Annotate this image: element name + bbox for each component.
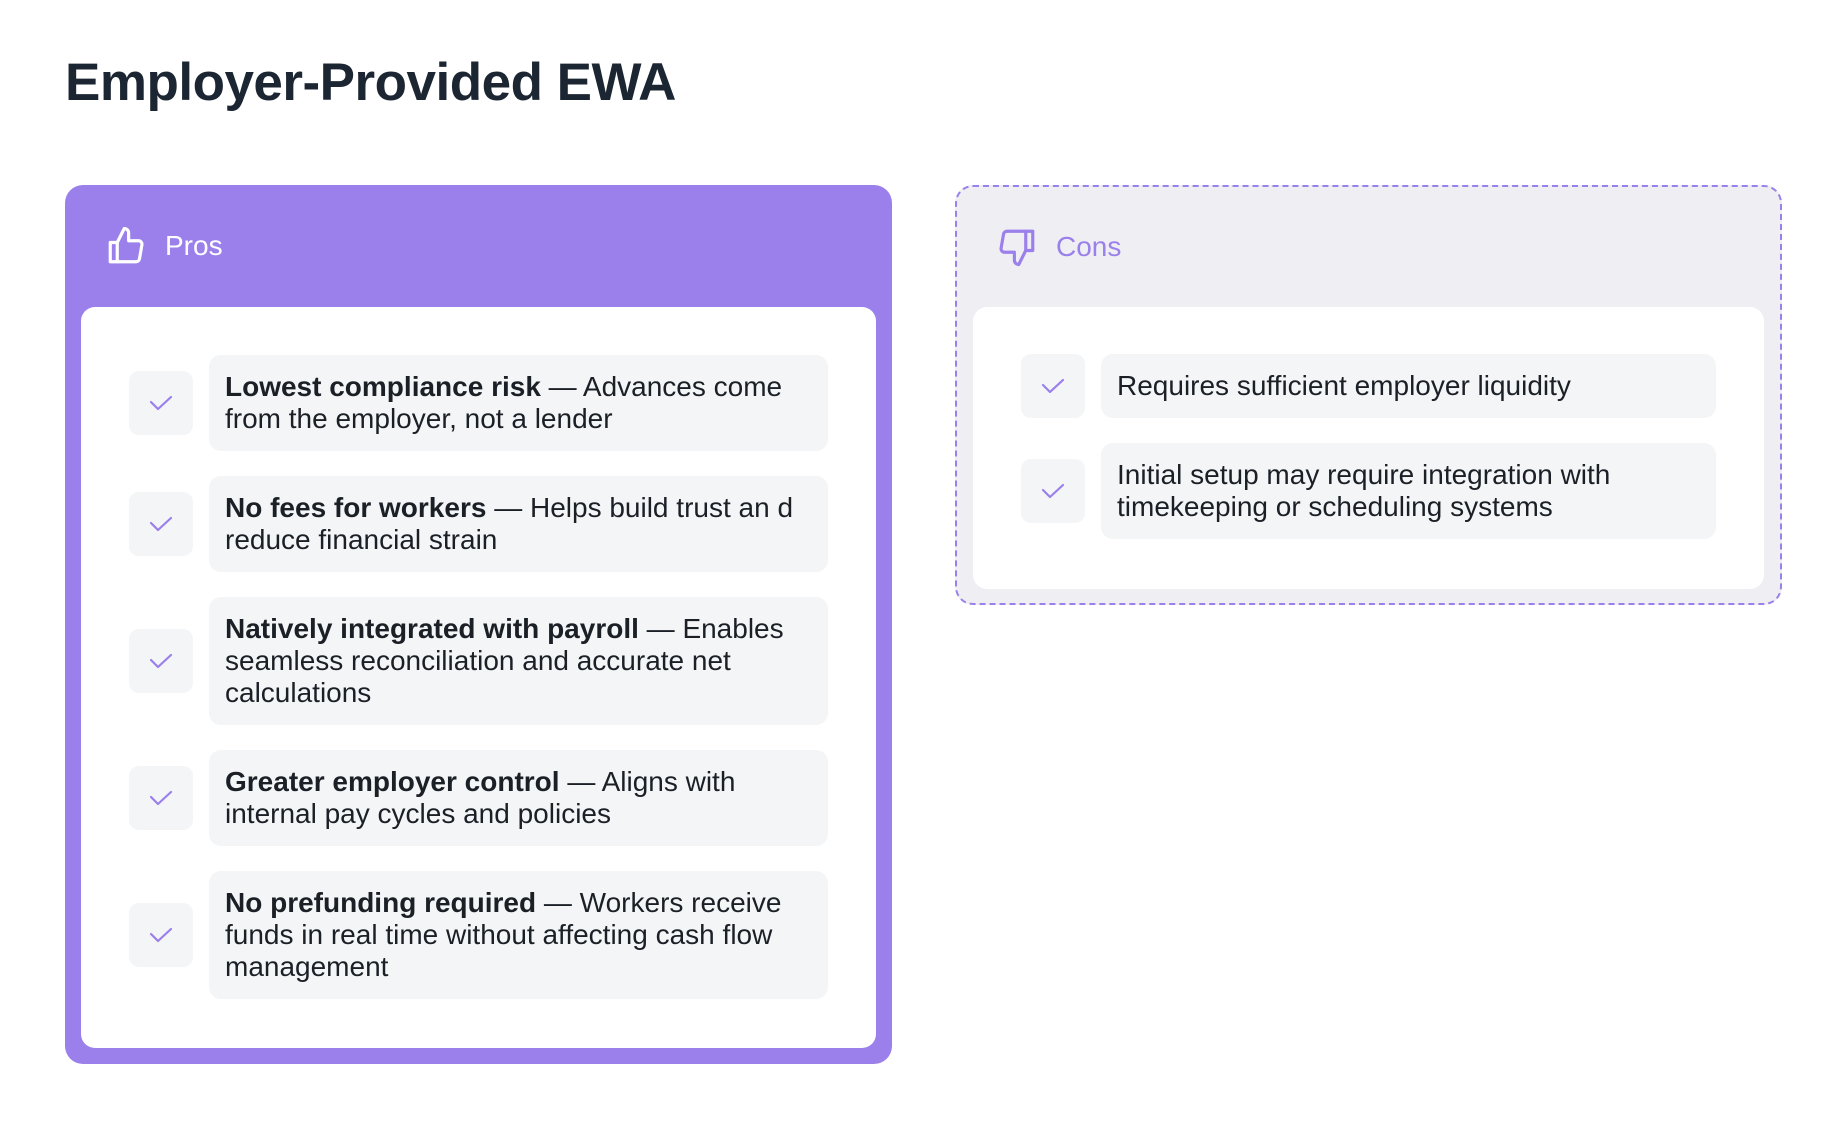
pros-item-text <box>209 597 828 725</box>
pros-item <box>129 871 828 999</box>
pros-item-title: Greater employer control <box>225 766 560 797</box>
pros-item <box>129 476 828 572</box>
pros-item-text <box>209 750 828 846</box>
check-icon <box>129 903 193 967</box>
pros-item-separator: — <box>540 371 583 402</box>
thumbs-down-icon <box>996 226 1038 268</box>
pros-item-title: No fees for workers <box>225 492 487 523</box>
pros-item-title: Natively integrated with payroll <box>225 613 639 644</box>
check-icon <box>1021 354 1085 418</box>
pros-item-detail: Advances come from the employer, not a lender <box>225 371 783 434</box>
pros-item-detail: Workers receive funds in real time without affecting cash flow management <box>225 887 782 982</box>
cons-list <box>973 307 1764 589</box>
cons-header <box>957 187 1780 307</box>
pros-item-text <box>209 355 828 451</box>
pros-item-title: Lowest compliance risk <box>225 371 541 402</box>
thumbs-up-icon <box>105 225 147 267</box>
pros-item-detail: Helps build trust an d reduce financial strain <box>225 492 794 555</box>
cons-label: Cons <box>1056 231 1122 262</box>
pros-item-detail: Enables seamless reconciliation and accurate net calculations <box>225 613 784 708</box>
pros-item-separator: — <box>536 887 580 918</box>
check-icon <box>129 492 193 556</box>
pros-item <box>129 750 828 846</box>
pros-item-detail: Aligns with internal pay cycles and policies <box>225 766 736 829</box>
pros-item-text <box>209 871 828 999</box>
pros-item-text <box>209 476 828 572</box>
cons-item-text: Initial setup may require integration with timekeeping or scheduling systems <box>1101 443 1716 539</box>
cons-card <box>955 185 1782 605</box>
cons-item <box>1021 354 1716 418</box>
pros-item-separator: — <box>559 766 602 797</box>
page-title: Employer-Provided EWA <box>65 53 676 112</box>
pros-label: Pros <box>165 230 223 261</box>
pros-item-separator: — <box>638 613 683 644</box>
pros-item <box>129 597 828 725</box>
pros-item-title: No prefunding required <box>225 887 537 918</box>
pros-header <box>65 185 892 307</box>
pros-item-separator: — <box>486 492 530 523</box>
check-icon <box>129 371 193 435</box>
cons-item-text: Requires sufficient employer liquidity <box>1101 354 1716 418</box>
pros-list <box>81 307 876 1048</box>
check-icon <box>1021 459 1085 523</box>
check-icon <box>129 766 193 830</box>
cons-item <box>1021 443 1716 539</box>
check-icon <box>129 629 193 693</box>
pros-item <box>129 355 828 451</box>
pros-card <box>65 185 892 1064</box>
